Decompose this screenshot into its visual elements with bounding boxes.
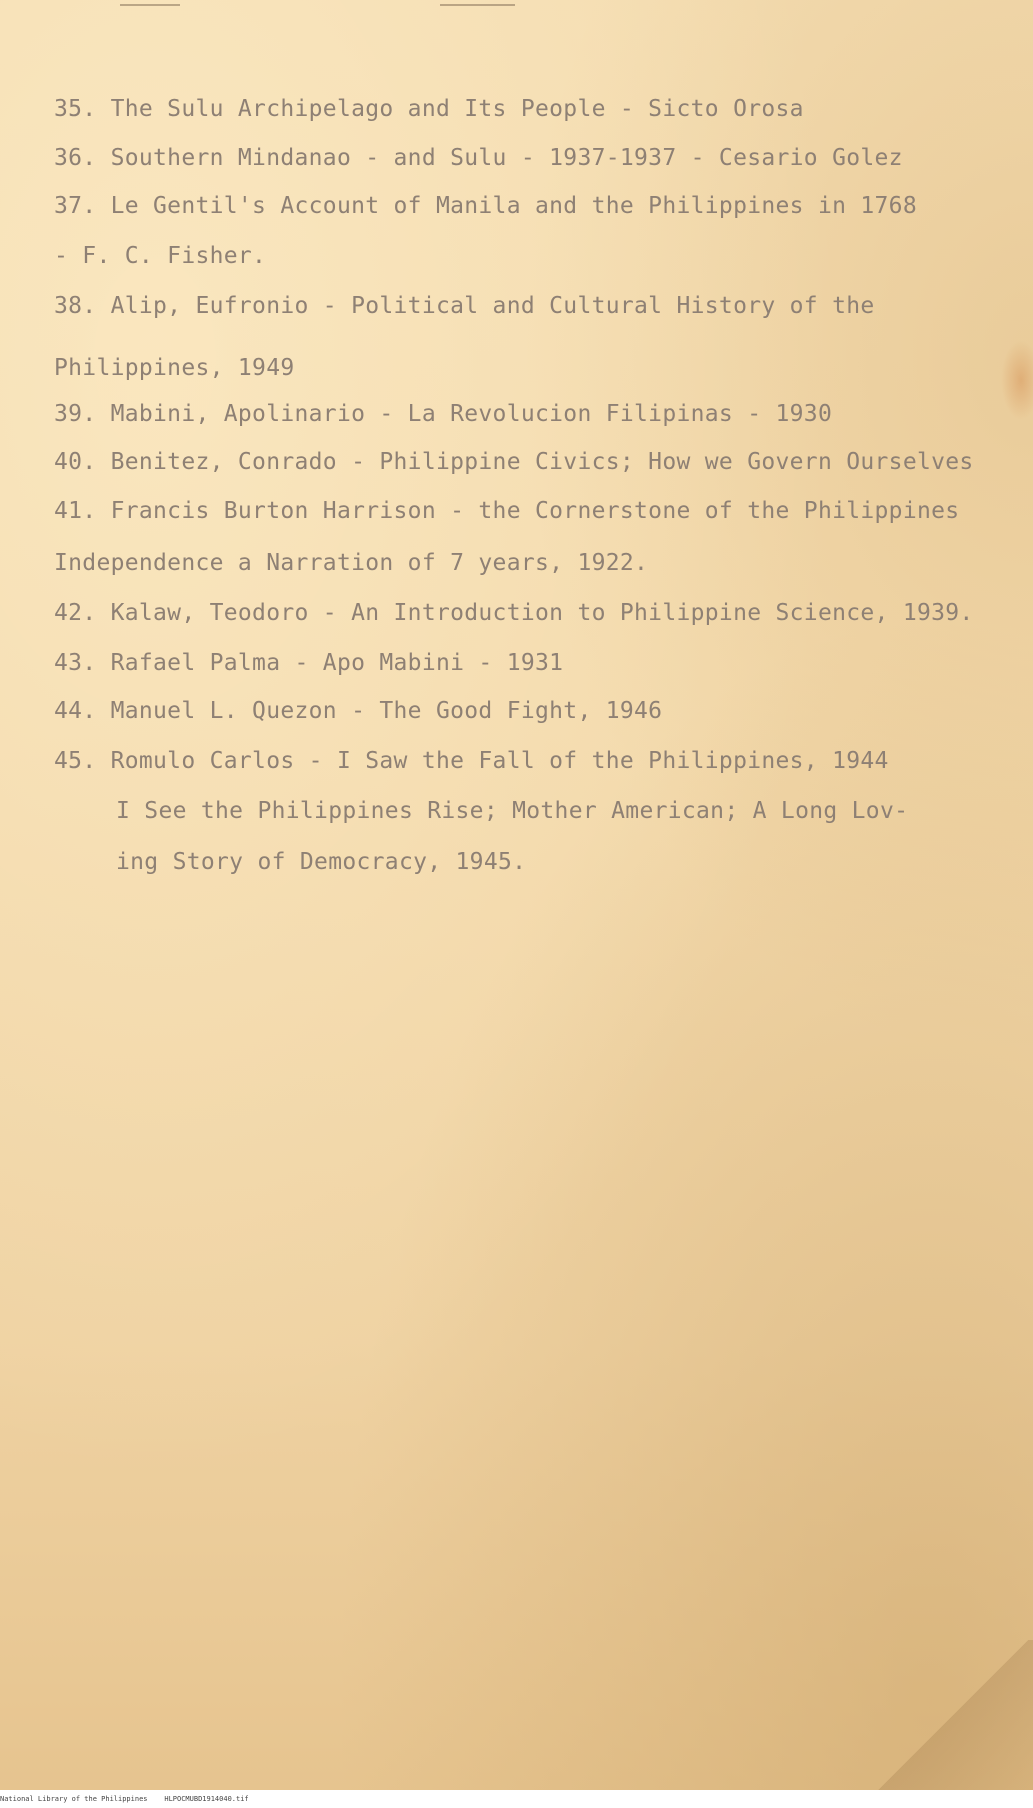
list-item: 41. Francis Burton Harrison - the Cornerstone of the Philippines [54, 498, 960, 524]
list-item: Philippines, 1949 [54, 355, 295, 381]
list-item: I See the Philippines Rise; Mother American; A Long Lov- [116, 798, 909, 824]
list-item: 36. Southern Mindanao - and Sulu - 1937-1937 - Cesario Golez [54, 145, 903, 171]
list-item: 40. Benitez, Conrado - Philippine Civics; How we Govern Ourselves [54, 449, 974, 475]
list-item: 35. The Sulu Archipelago and Its People - Sicto Orosa [54, 96, 804, 122]
list-item: 42. Kalaw, Teodoro - An Introduction to Philippine Science, 1939. [54, 600, 974, 626]
list-item: Independence a Narration of 7 years, 1922. [54, 550, 649, 576]
scan-footer: National Library of the Philippines HLPOCMUBD1914040.tif [0, 1790, 1033, 1808]
list-item: 44. Manuel L. Quezon - The Good Fight, 1946 [54, 698, 663, 724]
list-item: 38. Alip, Eufronio - Political and Cultural History of the [54, 293, 875, 319]
list-item: 45. Romulo Carlos - I Saw the Fall of the Philippines, 1944 [54, 748, 889, 774]
list-item: 43. Rafael Palma - Apo Mabini - 1931 [54, 650, 564, 676]
list-item: ing Story of Democracy, 1945. [116, 849, 527, 875]
list-item: - F. C. Fisher. [54, 243, 267, 269]
list-item: 39. Mabini, Apolinario - La Revolucion Filipinas - 1930 [54, 401, 833, 427]
list-item: 37. Le Gentil's Account of Manila and the Philippines in 1768 [54, 193, 917, 219]
